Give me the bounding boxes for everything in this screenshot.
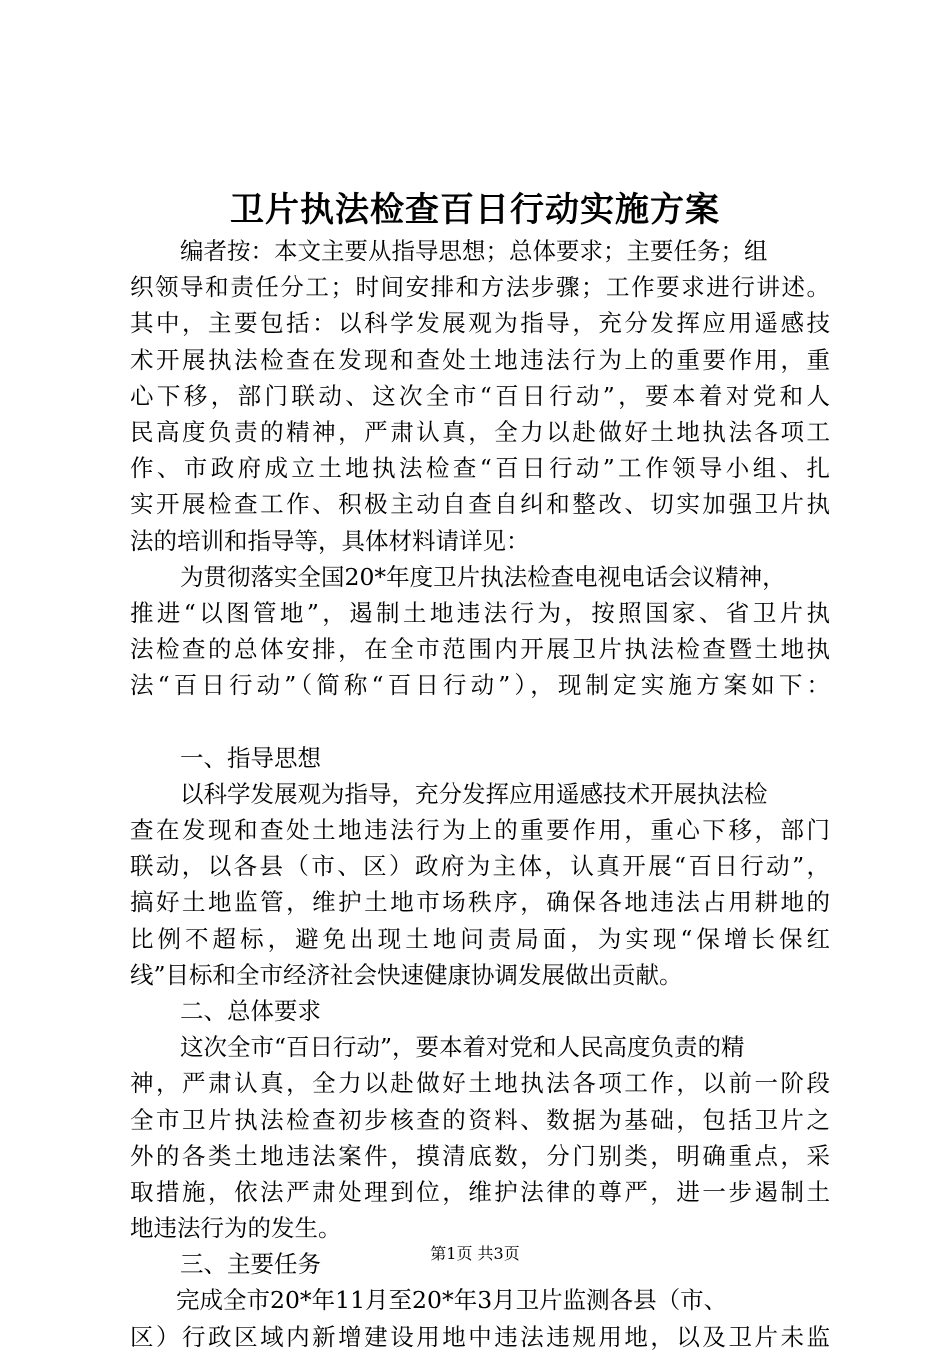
paragraph-line: 取措施，依法严肃处理到位，维护法律的尊严，进一步遏制土 [130, 1177, 830, 1206]
paragraph-line: 其中，主要包括：以科学发展观为指导，充分发挥应用遥感技 [130, 309, 830, 338]
paragraph-line: 推进“以图管地”，遏制土地违法行为，按照国家、省卫片执 [130, 598, 830, 627]
page-number-footer: 第1页 共3页 [430, 1244, 520, 1263]
paragraph-line: 以科学发展观为指导，充分发挥应用遥感技术开展执法检 [180, 779, 768, 808]
paragraph-line: 外的各类土地违法案件，摸清底数，分门别类，明确重点，采 [130, 1141, 830, 1170]
paragraph-line: 法的培训和指导等，具体材料请详见： [130, 526, 530, 555]
section-heading: 二、总体要求 [180, 996, 321, 1025]
paragraph-line: 神，严肃认真，全力以赴做好土地执法各项工作，以前一阶段 [130, 1069, 830, 1098]
paragraph-line: 织领导和责任分工；时间安排和方法步骤；工作要求进行讲述。 [130, 273, 830, 302]
section-heading: 一、指导思想 [180, 743, 321, 772]
paragraph-line: 线”目标和全市经济社会快速健康协调发展做出贡献。 [130, 960, 683, 989]
paragraph-line: 区）行政区域内新增建设用地中违法违规用地，以及卫片未监 [130, 1322, 830, 1351]
paragraph-line: 心下移，部门联动、这次全市“百日行动”，要本着对党和人 [130, 381, 830, 410]
paragraph-line: 术开展执法检查在发现和查处土地违法行为上的重要作用，重 [130, 345, 830, 374]
paragraph-line: 全市卫片执法检查初步核查的资料、数据为基础，包括卫片之 [130, 1105, 830, 1134]
paragraph-line: 法检查的总体安排，在全市范围内开展卫片执法检查暨土地执 [130, 635, 830, 664]
section-heading: 三、主要任务 [180, 1250, 321, 1279]
paragraph-line: 民高度负责的精神，严肃认真，全力以赴做好土地执法各项工 [130, 417, 830, 446]
paragraph-line: 查在发现和查处土地违法行为上的重要作用，重心下移，部门 [130, 816, 830, 844]
paragraph-line: 比例不超标，避免出现土地问责局面，为实现“保增长保红 [130, 924, 830, 953]
paragraph-line: 地违法行为的发生。 [130, 1214, 342, 1243]
blank-line [130, 703, 830, 739]
paragraph-line: 实开展检查工作、积极主动自查自纠和整改、切实加强卫片执 [130, 490, 830, 519]
paragraph-line: 为贯彻落实全国20*年度卫片执法检查电视电话会议精神， [180, 562, 786, 591]
paragraph-line: 编者按：本文主要从指导思想；总体要求；主要任务；组 [180, 237, 768, 265]
document-title: 卫片执法检查百日行动实施方案 [230, 190, 720, 230]
paragraph-line: 联动，以各县（市、区）政府为主体，认真开展“百日行动”， [130, 852, 830, 881]
paragraph-line: 完成全市20*年11月至20*年3月卫片监测各县（市、 [176, 1286, 728, 1315]
paragraph-line: 这次全市“百日行动”，要本着对党和人民高度负责的精 [180, 1033, 745, 1062]
paragraph-line: 法“百日行动”（简称“百日行动”），现制定实施方案如下： [130, 671, 830, 700]
paragraph-line: 搞好土地监管，维护土地市场秩序，确保各地违法占用耕地的 [130, 888, 830, 917]
paragraph-line: 作、市政府成立土地执法检查“百日行动”工作领导小组、扎 [130, 454, 830, 483]
document-body [130, 233, 830, 1355]
